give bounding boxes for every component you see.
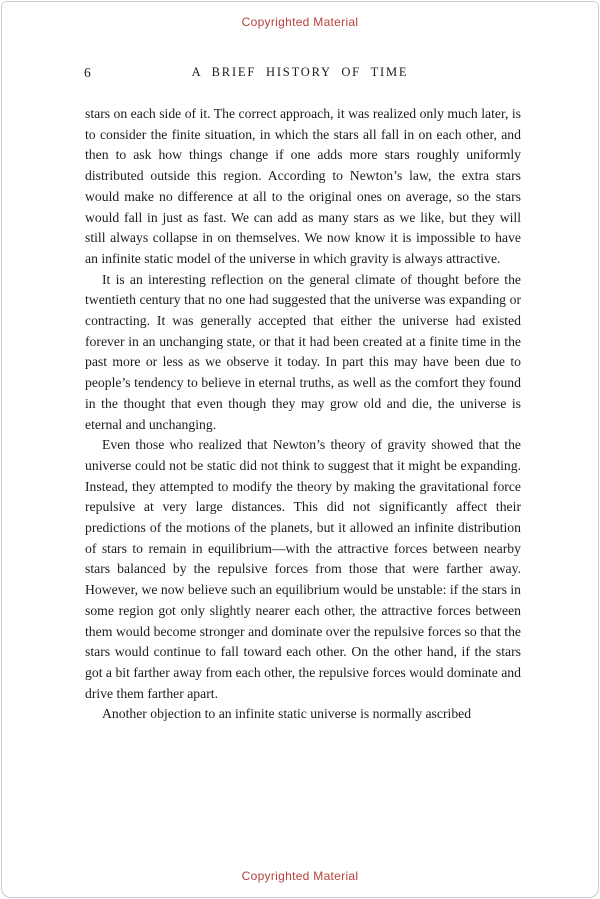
running-header-title: A BRIEF HISTORY OF TIME <box>191 65 409 79</box>
paragraph-4: Another objection to an infinite static universe is normally ascribed <box>102 706 472 722</box>
body-text <box>85 104 521 725</box>
page-header <box>84 65 516 81</box>
paragraph-3: Even those who realized that Newton’s theory of gravity showed that the universe could not be static did not think to suggest that it might be expanding. Instead, they attempted to modify the theory by making the gravitational force repulsive at very large distances. This did not significantly affect their predictions of the motions of the planets, but it allowed an infinite distribution of stars to remain in equilibrium—with the attractive forces between nearby stars balanced by the repulsive forces from those that were farther away. However, we now believe such an equilibrium would be unstable: if the stars in some region got only slightly nearer each other, the attractive forces between them would become stronger and dominate over the repulsive forces so that the stars would continue to fall toward each other. On the other hand, if the stars got a bit farther away from each other, the repulsive forces would dominate and drive them farther apart. <box>85 437 521 701</box>
page-number: 6 <box>84 65 91 80</box>
paragraph-2: It is an interesting reflection on the general climate of thought before the twentieth century that no one had suggested that the universe was expanding or contracting. It was generally accepted that either the universe had existed forever in an unchanging state, or that it had been created at a finite time in the past more or less as we observe it today. In part this may have been due to people’s tendency to believe in eternal truths, as well as the comfort they found in the thought that even though they may grow old and die, the universe is eternal and unchanging. <box>85 271 521 432</box>
book-page <box>1 1 599 898</box>
paragraph-1: stars on each side of it. The correct approach, it was realized only much later, is to consider the finite situation, in which the stars all fall in on each other, and then to ask how things change if one adds more stars roughly uniformly distributed outside this region. According to Newton’s law, the extra stars would make no difference at all to the original ones on average, so the stars would fall in just as fast. We can add as many stars as we like, but they will still always collapse in on themselves. We now know it is impossible to have an infinite static model of the universe in which gravity is always attractive. <box>85 106 521 266</box>
copyright-notice-bottom: Copyrighted Material <box>241 869 359 883</box>
copyright-notice-top: Copyrighted Material <box>241 15 359 29</box>
